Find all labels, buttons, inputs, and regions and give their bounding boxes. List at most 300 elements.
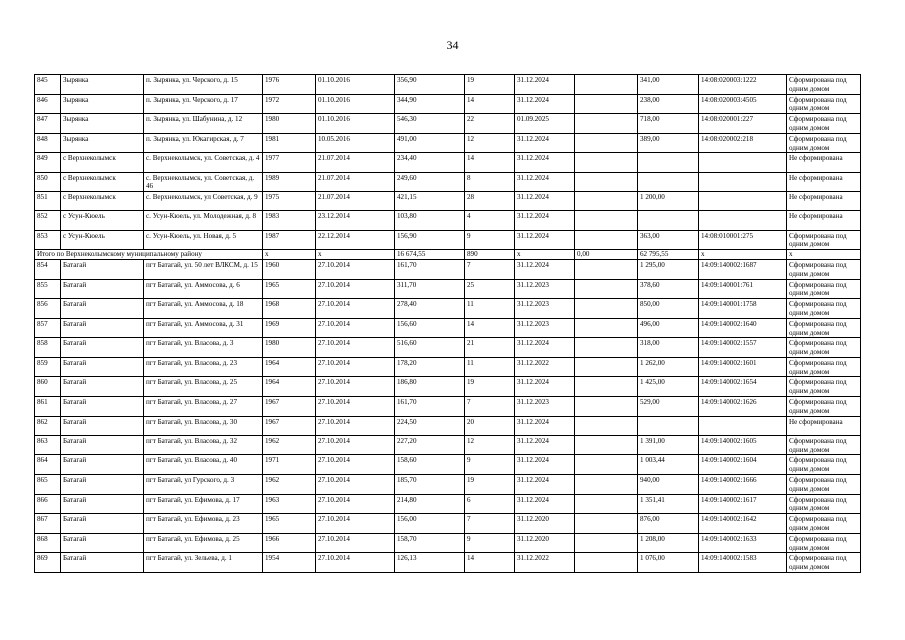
area-cell: 185,70 [395,475,465,495]
address-cell: пгт Батагай, ул. Ефимова, д. 25 [144,533,263,553]
deadline-cell: 31.12.2024 [515,338,575,358]
settlement-cell: Зырянка [61,114,144,134]
inclusion-date-cell: 27.10.2014 [316,455,395,475]
land-status-cell: Не сформирована [787,192,861,211]
amount-cell: 1 208,00 [638,533,699,553]
table-row [35,172,861,192]
settlement-cell: Батагай [61,416,144,435]
blank-cell [575,211,638,230]
inclusion-date-cell: 21.07.2014 [316,153,395,172]
settlement-cell: Батагай [61,299,144,319]
address-cell: пгт Батагай, ул. Ефимова, д. 17 [144,494,263,514]
residents-cell: 14 [465,94,515,114]
cadastral-number-cell: 14:09:140002:1666 [699,475,787,495]
residents-cell: 19 [465,377,515,397]
deadline-cell: 31.12.2024 [515,153,575,172]
settlement-cell: Батагай [61,259,144,279]
amount-cell: 850,00 [638,299,699,319]
blank-cell [575,114,638,134]
land-status-cell: Сформирована под одним домом [787,397,861,417]
table-row [35,318,861,338]
land-status-cell: Сформирована под одним домом [787,455,861,475]
area-cell: 161,70 [395,259,465,279]
table-row [35,75,861,95]
residents-cell: 19 [465,75,515,95]
residents-cell: 14 [465,553,515,573]
row-number-cell: 852 [35,211,61,230]
amount-cell: 238,00 [638,94,699,114]
year-built-cell: 1962 [263,475,316,495]
residents-cell: 20 [465,416,515,435]
settlement-cell: Батагай [61,338,144,358]
table-row [35,377,861,397]
land-status-cell: Сформирована под одним домом [787,494,861,514]
settlement-cell: Зырянка [61,75,144,95]
year-built-cell: 1962 [263,435,316,455]
land-status-cell: Сформирована под одним домом [787,94,861,114]
area-cell: 214,80 [395,494,465,514]
address-cell: с. Усун-Кюель, ул. Молодежная, д. 8 [144,211,263,230]
row-number-cell: 850 [35,172,61,192]
cadastral-number-cell: 14:09:140001:1758 [699,299,787,319]
blank-cell [575,153,638,172]
inclusion-date-cell: 01.10.2016 [316,94,395,114]
residents-cell: 22 [465,114,515,134]
row-number-cell: 855 [35,279,61,299]
amount-cell: 378,60 [638,279,699,299]
address-cell: с. Усун-Кюель, ул. Новая, д. 5 [144,230,263,250]
cadastral-number-cell: 14:09:140002:1557 [699,338,787,358]
row-number-cell: 856 [35,299,61,319]
row-number-cell: 869 [35,553,61,573]
row-number-cell: 848 [35,133,61,153]
residents-cell: 7 [465,397,515,417]
table-row [35,514,861,534]
area-cell: 491,00 [395,133,465,153]
blank-cell [575,318,638,338]
year-built-cell: 1981 [263,133,316,153]
amount-cell: 1 391,00 [638,435,699,455]
row-number-cell: 867 [35,514,61,534]
blank-cell [575,435,638,455]
address-cell: с. Верхнеколымск, ул. Советская, д. 46 [144,172,263,192]
amount-cell: 940,00 [638,475,699,495]
row-number-cell: 860 [35,377,61,397]
area-cell: 224,50 [395,416,465,435]
row-number-cell: 851 [35,192,61,211]
year-built-cell: 1972 [263,94,316,114]
blank-cell [575,230,638,250]
residents-cell: 14 [465,318,515,338]
total-sum-cell: 62 795,55 [638,250,699,260]
amount-cell: 1 351,41 [638,494,699,514]
table-row [35,153,861,172]
area-cell: 156,90 [395,230,465,250]
amount-cell: 496,00 [638,318,699,338]
inclusion-date-cell: 27.10.2014 [316,416,395,435]
residents-cell: 19 [465,475,515,495]
table-row [35,338,861,358]
total-year-cell: x [263,250,316,260]
address-cell: пгт Батагай, ул. Аммосова, д. 18 [144,299,263,319]
area-cell: 516,60 [395,338,465,358]
residents-cell: 28 [465,192,515,211]
address-cell: с. Верхнеколымск, ул. Советская, д. 4 [144,153,263,172]
blank-cell [575,357,638,377]
deadline-cell: 31.12.2024 [515,192,575,211]
row-number-cell: 859 [35,357,61,377]
cadastral-number-cell: 14:09:140002:1640 [699,318,787,338]
address-cell: пгт Батагай, ул. Аммосова, д. 31 [144,318,263,338]
table-row [35,357,861,377]
address-cell: пгт Батагай, ул. Власова, д. 3 [144,338,263,358]
total-deadline-cell: x [515,250,575,260]
table-row [35,133,861,153]
inclusion-date-cell: 27.10.2014 [316,514,395,534]
table-row [35,259,861,279]
amount-cell: 718,00 [638,114,699,134]
deadline-cell: 31.12.2024 [515,133,575,153]
blank-cell [575,172,638,192]
area-cell: 178,20 [395,357,465,377]
cadastral-number-cell: 14:09:140002:1601 [699,357,787,377]
page-number: 34 [446,38,459,52]
address-cell: пгт Батагай, ул. Аммосова, д. 6 [144,279,263,299]
cadastral-number-cell: 14:09:140002:1626 [699,397,787,417]
amount-cell [638,172,699,192]
settlement-cell: Зырянка [61,133,144,153]
residents-cell: 12 [465,435,515,455]
area-cell: 126,13 [395,553,465,573]
inclusion-date-cell: 27.10.2014 [316,553,395,573]
land-status-cell: Не сформирована [787,172,861,192]
row-number-cell: 858 [35,338,61,358]
land-status-cell: Не сформирована [787,153,861,172]
area-cell: 546,30 [395,114,465,134]
cadastral-number-cell: 14:09:140002:1642 [699,514,787,534]
row-number-cell: 864 [35,455,61,475]
area-cell: 234,40 [395,153,465,172]
inclusion-date-cell: 22.12.2014 [316,230,395,250]
settlement-cell: Зырянка [61,94,144,114]
settlement-cell: Батагай [61,435,144,455]
row-number-cell: 854 [35,259,61,279]
cadastral-number-cell: 14:08:020002:218 [699,133,787,153]
year-built-cell: 1969 [263,318,316,338]
year-built-cell: 1983 [263,211,316,230]
area-cell: 158,70 [395,533,465,553]
cadastral-number-cell [699,416,787,435]
year-built-cell: 1980 [263,338,316,358]
address-cell: п. Зырянка, ул. Черского, д. 15 [144,75,263,95]
deadline-cell: 31.12.2024 [515,435,575,455]
blank-cell [575,192,638,211]
residents-cell: 7 [465,259,515,279]
deadline-cell: 01.09.2025 [515,114,575,134]
deadline-cell: 31.12.2024 [515,259,575,279]
deadline-cell: 31.12.2020 [515,533,575,553]
inclusion-date-cell: 27.10.2014 [316,435,395,455]
amount-cell: 1 003,44 [638,455,699,475]
inclusion-date-cell: 27.10.2014 [316,494,395,514]
cadastral-number-cell: 14:09:140002:1633 [699,533,787,553]
settlement-cell: Батагай [61,318,144,338]
table-row [35,211,861,230]
row-number-cell: 857 [35,318,61,338]
inclusion-date-cell: 21.07.2014 [316,172,395,192]
address-cell: пгт Батагай, ул. Ефимова, д. 23 [144,514,263,534]
cadastral-number-cell: 14:08:020003:4505 [699,94,787,114]
inclusion-date-cell: 27.10.2014 [316,318,395,338]
year-built-cell: 1964 [263,357,316,377]
residents-cell: 7 [465,514,515,534]
area-cell: 158,60 [395,455,465,475]
cadastral-number-cell: 14:09:140002:1583 [699,553,787,573]
blank-cell [575,397,638,417]
total-label-cell: Итого по Верхнеколымскому муниципальному району [35,250,263,260]
total-cad-cell: x [699,250,787,260]
table-body [35,75,861,573]
settlement-cell: Батагай [61,553,144,573]
inclusion-date-cell: 27.10.2014 [316,299,395,319]
land-status-cell: Сформирована под одним домом [787,279,861,299]
row-number-cell: 862 [35,416,61,435]
deadline-cell: 31.12.2024 [515,75,575,95]
address-cell: п. Зырянка, ул. Шабунина, д. 12 [144,114,263,134]
residents-cell: 9 [465,533,515,553]
area-cell: 278,40 [395,299,465,319]
land-status-cell: Сформирована под одним домом [787,133,861,153]
table-row [35,230,861,250]
row-number-cell: 845 [35,75,61,95]
year-built-cell: 1965 [263,514,316,534]
land-status-cell: Сформирована под одним домом [787,114,861,134]
deadline-cell: 31.12.2024 [515,475,575,495]
residents-cell: 9 [465,230,515,250]
land-status-cell: Сформирована под одним домом [787,377,861,397]
year-built-cell: 1980 [263,114,316,134]
table-row [35,192,861,211]
address-cell: пгт Батагай, ул. Власова, д. 25 [144,377,263,397]
cadastral-number-cell: 14:09:140002:1604 [699,455,787,475]
cadastral-number-cell: 14:09:140002:1687 [699,259,787,279]
address-cell: пгт Батагай, ул. Власова, д. 23 [144,357,263,377]
year-built-cell: 1954 [263,553,316,573]
area-cell: 103,80 [395,211,465,230]
inclusion-date-cell: 27.10.2014 [316,533,395,553]
deadline-cell: 31.12.2024 [515,94,575,114]
year-built-cell: 1977 [263,153,316,172]
residents-cell: 11 [465,357,515,377]
total-area-cell: 16 674,55 [395,250,465,260]
blank-cell [575,533,638,553]
total-date-cell: x [316,250,395,260]
cadastral-number-cell: 14:09:140002:1654 [699,377,787,397]
deadline-cell: 31.12.2022 [515,553,575,573]
address-cell: п. Зырянка, ул. Юкагирская, д. 7 [144,133,263,153]
table-row [35,397,861,417]
cadastral-number-cell [699,192,787,211]
inclusion-date-cell: 01.10.2016 [316,114,395,134]
amount-cell [638,153,699,172]
land-status-cell: Сформирована под одним домом [787,533,861,553]
deadline-cell: 31.12.2024 [515,377,575,397]
table-row [35,553,861,573]
residents-cell: 14 [465,153,515,172]
year-built-cell: 1968 [263,299,316,319]
cadastral-number-cell [699,153,787,172]
row-number-cell: 863 [35,435,61,455]
inclusion-date-cell: 27.10.2014 [316,259,395,279]
row-number-cell: 847 [35,114,61,134]
settlement-cell: с Верхнеколымск [61,172,144,192]
land-status-cell: Сформирована под одним домом [787,75,861,95]
address-cell: п. Зырянка, ул. Черского, д. 17 [144,94,263,114]
cadastral-number-cell: 14:08:010001:275 [699,230,787,250]
table-row [35,455,861,475]
residents-cell: 11 [465,299,515,319]
blank-cell [575,514,638,534]
deadline-cell: 31.12.2020 [515,514,575,534]
land-status-cell: Сформирована под одним домом [787,357,861,377]
blank-cell [575,75,638,95]
residents-cell: 4 [465,211,515,230]
table-row [35,279,861,299]
deadline-cell: 31.12.2024 [515,230,575,250]
cadastral-number-cell: 14:09:140001:761 [699,279,787,299]
residents-cell: 6 [465,494,515,514]
table-row [35,435,861,455]
blank-cell [575,475,638,495]
settlement-cell: с Верхнеколымск [61,192,144,211]
table-row [35,299,861,319]
inclusion-date-cell: 27.10.2014 [316,377,395,397]
blank-cell [575,279,638,299]
amount-cell: 363,00 [638,230,699,250]
table-row [35,416,861,435]
land-status-cell: Сформирована под одним домом [787,435,861,455]
housing-registry-table [34,74,861,573]
deadline-cell: 31.12.2022 [515,357,575,377]
deadline-cell: 31.12.2023 [515,318,575,338]
land-status-cell: Сформирована под одним домом [787,230,861,250]
cadastral-number-cell [699,172,787,192]
table-row [35,114,861,134]
land-status-cell: Сформирована под одним домом [787,514,861,534]
settlement-cell: Батагай [61,475,144,495]
deadline-cell: 31.12.2024 [515,416,575,435]
blank-cell [575,377,638,397]
cadastral-number-cell: 14:09:140002:1617 [699,494,787,514]
land-status-cell: Сформирована под одним домом [787,259,861,279]
cadastral-number-cell: 14:09:140002:1605 [699,435,787,455]
blank-cell [575,338,638,358]
amount-cell: 341,00 [638,75,699,95]
year-built-cell: 1976 [263,75,316,95]
blank-cell [575,494,638,514]
total-c9-cell: 0,00 [575,250,638,260]
residents-cell: 8 [465,172,515,192]
address-cell: с. Верхнеколымск, ул Советская, д. 9 [144,192,263,211]
amount-cell: 318,00 [638,338,699,358]
amount-cell: 1 295,00 [638,259,699,279]
amount-cell: 1 200,00 [638,192,699,211]
land-status-cell: Не сформирована [787,416,861,435]
address-cell: пгт Батагай, ул. Власова, д. 27 [144,397,263,417]
address-cell: пгт Батагай, ул Гурского, д. 3 [144,475,263,495]
row-number-cell: 846 [35,94,61,114]
settlement-cell: Батагай [61,377,144,397]
land-status-cell: Сформирована под одним домом [787,299,861,319]
table-row [35,533,861,553]
settlement-cell: с Верхнеколымск [61,153,144,172]
address-cell: пгт Батагай, ул. Власова, д. 32 [144,435,263,455]
deadline-cell: 31.12.2024 [515,172,575,192]
settlement-cell: Батагай [61,279,144,299]
area-cell: 356,90 [395,75,465,95]
year-built-cell: 1967 [263,397,316,417]
settlement-cell: Батагай [61,455,144,475]
cadastral-number-cell [699,211,787,230]
row-number-cell: 861 [35,397,61,417]
amount-cell: 529,00 [638,397,699,417]
row-number-cell: 866 [35,494,61,514]
settlement-cell: Батагай [61,357,144,377]
inclusion-date-cell: 21.07.2014 [316,192,395,211]
amount-cell: 1 076,00 [638,553,699,573]
inclusion-date-cell: 27.10.2014 [316,279,395,299]
settlement-cell: Батагай [61,514,144,534]
settlement-cell: с Усун-Кюель [61,230,144,250]
deadline-cell: 31.12.2023 [515,299,575,319]
cadastral-number-cell: 14:08:020003:1222 [699,75,787,95]
area-cell: 421,15 [395,192,465,211]
blank-cell [575,455,638,475]
table-row [35,94,861,114]
deadline-cell: 31.12.2023 [515,279,575,299]
area-cell: 156,60 [395,318,465,338]
land-status-cell: Сформирована под одним домом [787,338,861,358]
row-number-cell: 868 [35,533,61,553]
area-cell: 311,70 [395,279,465,299]
residents-cell: 25 [465,279,515,299]
deadline-cell: 31.12.2024 [515,455,575,475]
amount-cell [638,416,699,435]
year-built-cell: 1989 [263,172,316,192]
year-built-cell: 1971 [263,455,316,475]
area-cell: 186,80 [395,377,465,397]
address-cell: пгт Батагай, ул. 50 лет ВЛКСМ, д. 15 [144,259,263,279]
residents-cell: 21 [465,338,515,358]
inclusion-date-cell: 27.10.2014 [316,397,395,417]
blank-cell [575,553,638,573]
total-row [35,250,861,260]
row-number-cell: 849 [35,153,61,172]
table-row [35,475,861,495]
address-cell: пгт Батагай, ул. Власова, д. 40 [144,455,263,475]
year-built-cell: 1960 [263,259,316,279]
year-built-cell: 1966 [263,533,316,553]
settlement-cell: Батагай [61,494,144,514]
inclusion-date-cell: 27.10.2014 [316,357,395,377]
blank-cell [575,259,638,279]
year-built-cell: 1967 [263,416,316,435]
land-status-cell: Сформирована под одним домом [787,553,861,573]
inclusion-date-cell: 27.10.2014 [316,338,395,358]
inclusion-date-cell: 27.10.2014 [316,475,395,495]
area-cell: 249,60 [395,172,465,192]
deadline-cell: 31.12.2024 [515,211,575,230]
